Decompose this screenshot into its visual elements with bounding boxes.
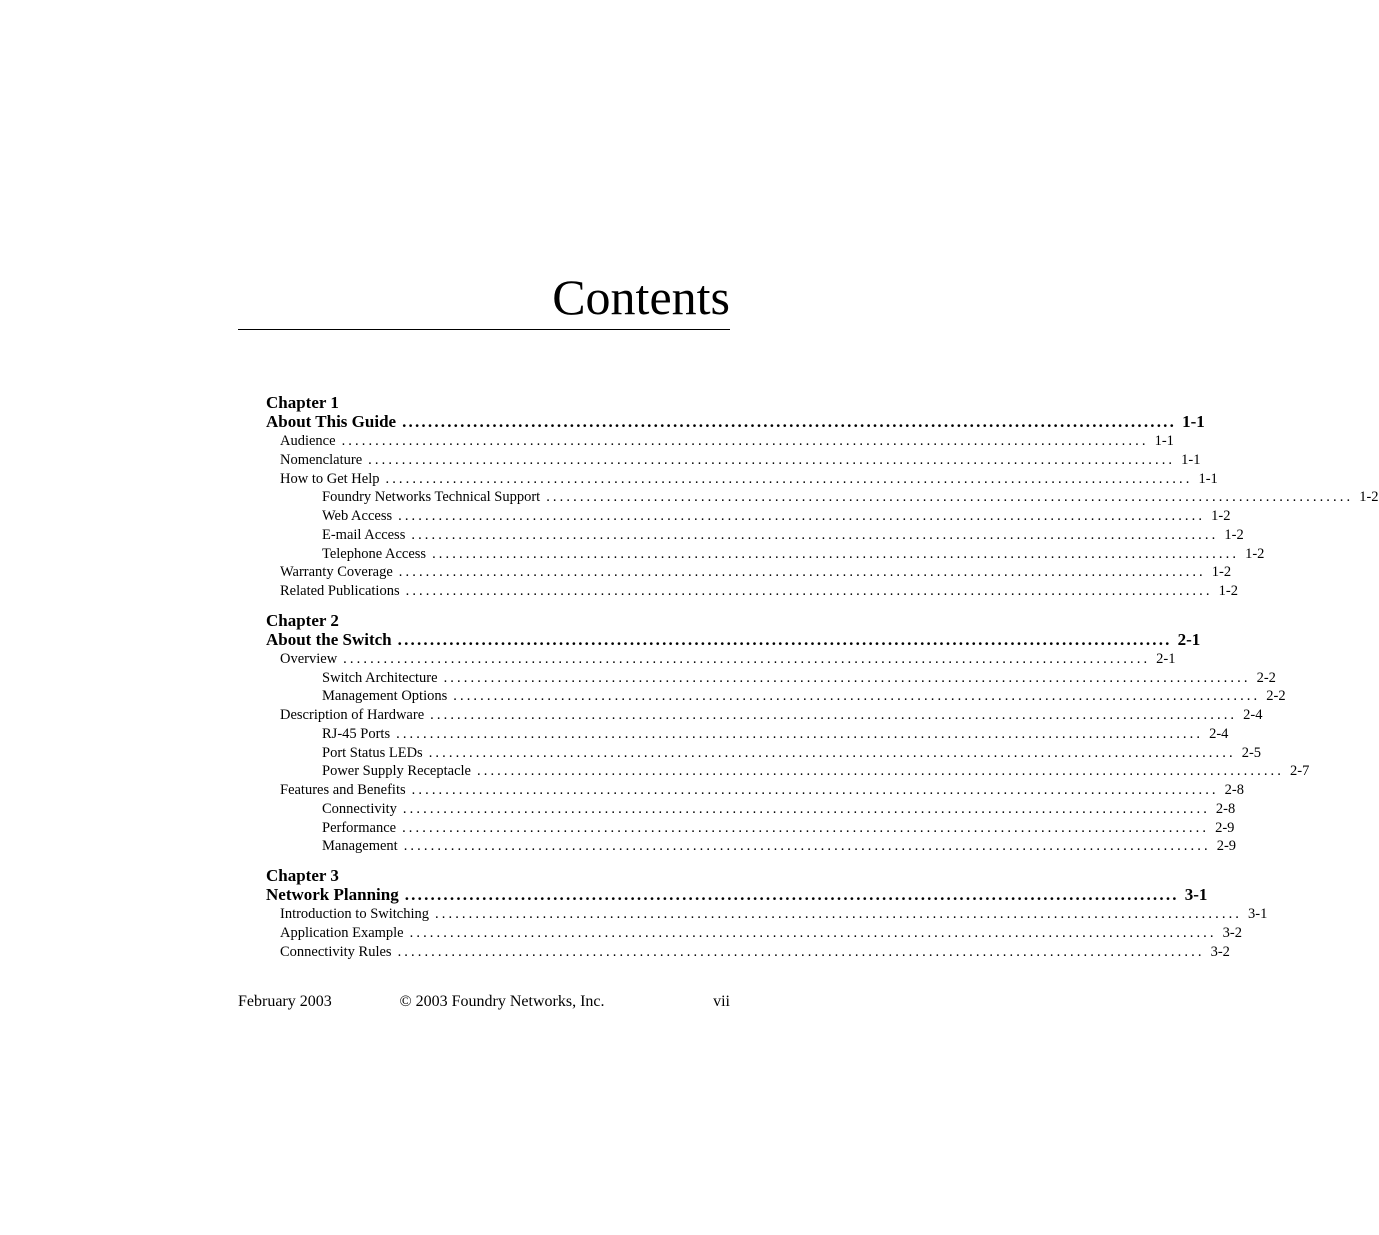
page-title: Contents xyxy=(552,269,730,325)
toc-entry[interactable] xyxy=(266,762,1310,781)
toc-entry-page: 1-1 xyxy=(1181,451,1201,468)
toc-entry[interactable] xyxy=(266,725,1229,744)
leader-dots: ........................................................................................................................ xyxy=(453,688,1261,705)
toc-entry-page: 1-1 xyxy=(1198,470,1218,487)
toc-entry-page: 2-7 xyxy=(1290,763,1310,780)
toc-entry-page: 2-5 xyxy=(1241,744,1262,761)
toc-entry-label: Port Status LEDs xyxy=(322,744,423,761)
toc-entry-page: 2-9 xyxy=(1216,838,1237,855)
toc-entry-page: 2-4 xyxy=(1209,725,1229,742)
toc-entry[interactable] xyxy=(266,526,1244,545)
toc-entry[interactable] xyxy=(266,924,1242,943)
toc-entry[interactable] xyxy=(266,943,1230,962)
toc-entry[interactable] xyxy=(266,744,1262,763)
toc-entry-page: 2-1 xyxy=(1156,650,1176,667)
toc-entry-label: Power Supply Receptacle xyxy=(322,763,471,780)
toc-entry-label: E-mail Access xyxy=(322,526,406,543)
toc-entry-label: Introduction to Switching xyxy=(280,906,430,922)
toc-entry[interactable] xyxy=(266,669,1276,688)
toc-entry-label: Telephone Access xyxy=(322,545,427,562)
toc-entry-label: Nomenclature xyxy=(280,451,363,468)
toc-entry-page: 2-8 xyxy=(1215,800,1236,817)
leader-dots: ........................................................................................................................ xyxy=(411,526,1219,543)
chapter-title: About This Guide xyxy=(266,412,397,431)
leader-dots: ........................................................................................................................ xyxy=(397,629,1172,649)
leader-dots: ........................................................................................................................ xyxy=(443,669,1251,686)
toc-entry-page: 1-2 xyxy=(1245,545,1265,562)
footer-copyright: © 2003 Foundry Networks, Inc. xyxy=(399,993,605,1010)
toc-entry-page: 1-2 xyxy=(1224,526,1244,543)
toc-entry-page: 3-1 xyxy=(1248,906,1268,922)
leader-dots: ........................................................................................................................ xyxy=(428,744,1236,761)
leader-dots: ........................................................................................................................ xyxy=(402,412,1177,431)
page-footer xyxy=(238,992,730,1012)
leader-dots: ........................................................................................................................ xyxy=(409,924,1217,941)
leader-dots: ........................................................................................................................ xyxy=(398,508,1206,524)
toc-entry-page: 2-2 xyxy=(1266,688,1286,705)
toc-entry-label: RJ-45 Ports xyxy=(322,725,391,742)
chapter-page: 1-1 xyxy=(1182,412,1205,431)
toc-entry-label: Overview xyxy=(280,650,338,667)
toc-entry-label: Features and Benefits xyxy=(280,782,406,798)
leader-dots: ........................................................................................................................ xyxy=(398,564,1206,581)
toc-entry-label: Switch Architecture xyxy=(322,669,438,686)
toc-entry-label: Management Options xyxy=(322,688,448,705)
footer-date: February 2003 xyxy=(238,993,332,1010)
chapter-1 xyxy=(266,393,1379,601)
toc-entry-page: 2-2 xyxy=(1256,669,1276,686)
chapter-title-entry[interactable] xyxy=(266,412,1205,432)
toc-entry[interactable] xyxy=(266,905,1268,924)
toc-entry-label: Foundry Networks Technical Support xyxy=(322,489,541,506)
leader-dots: ........................................................................................................................ xyxy=(396,725,1204,742)
chapter-title-entry[interactable] xyxy=(266,885,1208,905)
chapter-label: Chapter 1 xyxy=(266,393,339,412)
leader-dots: ........................................................................................................................ xyxy=(430,707,1238,723)
toc-entry-page: 2-9 xyxy=(1215,819,1235,836)
leader-dots: ........................................................................................................................ xyxy=(402,800,1210,817)
toc-entry-label: Related Publications xyxy=(280,583,400,599)
leader-dots: ........................................................................................................................ xyxy=(404,885,1179,904)
leader-dots: ........................................................................................................................ xyxy=(385,470,1193,487)
leader-dots: ........................................................................................................................ xyxy=(343,650,1151,667)
chapter-3 xyxy=(266,866,1268,961)
leader-dots: ........................................................................................................................ xyxy=(432,545,1240,562)
toc-entry[interactable] xyxy=(266,507,1231,526)
toc-entry[interactable] xyxy=(266,650,1176,669)
toc-entry[interactable] xyxy=(266,800,1236,819)
toc-entry[interactable] xyxy=(266,432,1174,451)
chapter-label: Chapter 3 xyxy=(266,866,339,885)
toc-entry-page: 1-2 xyxy=(1359,489,1379,506)
leader-dots: ........................................................................................................................ xyxy=(397,943,1205,960)
toc-entry-label: Performance xyxy=(322,819,397,836)
toc-entry-label: Application Example xyxy=(280,924,404,941)
toc-entry-label: Warranty Coverage xyxy=(280,564,393,581)
toc-entry[interactable] xyxy=(266,470,1218,489)
toc-entry[interactable] xyxy=(266,545,1265,564)
title-rule xyxy=(238,329,730,330)
leader-dots: ........................................................................................................................ xyxy=(402,819,1210,836)
chapter-label: Chapter 2 xyxy=(266,610,339,630)
chapter-page: 3-1 xyxy=(1184,885,1208,904)
toc-entry[interactable] xyxy=(266,687,1286,706)
leader-dots: ........................................................................................................................ xyxy=(405,583,1213,599)
toc-entry-page: 2-8 xyxy=(1224,782,1244,798)
toc-entry-page: 1-2 xyxy=(1211,508,1231,524)
toc-entry[interactable] xyxy=(266,488,1379,507)
chapter-title: Network Planning xyxy=(266,885,399,904)
toc-entry[interactable] xyxy=(266,563,1232,582)
leader-dots: ........................................................................................................................ xyxy=(341,433,1149,449)
table-of-contents xyxy=(266,393,1379,971)
toc-entry-label: How to Get Help xyxy=(280,470,380,487)
chapter-page: 2-1 xyxy=(1177,629,1201,649)
toc-entry-label: Connectivity xyxy=(322,800,397,817)
toc-entry[interactable] xyxy=(266,819,1235,838)
toc-entry-label: Description of Hardware xyxy=(280,707,425,723)
toc-entry-page: 2-4 xyxy=(1243,707,1263,723)
toc-entry-page: 1-2 xyxy=(1211,564,1232,581)
toc-entry[interactable] xyxy=(266,582,1238,601)
leader-dots: ........................................................................................................................ xyxy=(546,489,1354,506)
toc-entry[interactable] xyxy=(266,781,1244,800)
chapter-title: About the Switch xyxy=(266,629,392,649)
toc-entry-page: 1-1 xyxy=(1154,433,1174,449)
toc-entry-label: Web Access xyxy=(322,508,393,524)
leader-dots: ........................................................................................................................ xyxy=(435,906,1243,922)
toc-entry-label: Audience xyxy=(280,433,336,449)
leader-dots: ........................................................................................................................ xyxy=(403,838,1211,855)
chapter-title-entry[interactable] xyxy=(266,629,1201,650)
toc-entry-label: Management xyxy=(322,838,398,855)
leader-dots: ........................................................................................................................ xyxy=(411,782,1219,798)
leader-dots: ........................................................................................................................ xyxy=(477,763,1284,780)
toc-entry[interactable] xyxy=(266,451,1201,470)
toc-entry-label: Connectivity Rules xyxy=(280,943,392,960)
leader-dots: ........................................................................................................................ xyxy=(368,451,1176,468)
toc-entry-page: 3-2 xyxy=(1210,943,1230,960)
toc-entry-page: 3-2 xyxy=(1222,924,1242,941)
chapter-2 xyxy=(266,610,1310,856)
footer-page-number: vii xyxy=(713,993,730,1010)
toc-entry[interactable] xyxy=(266,837,1237,856)
toc-entry-page: 1-2 xyxy=(1218,583,1238,599)
toc-entry[interactable] xyxy=(266,706,1263,725)
